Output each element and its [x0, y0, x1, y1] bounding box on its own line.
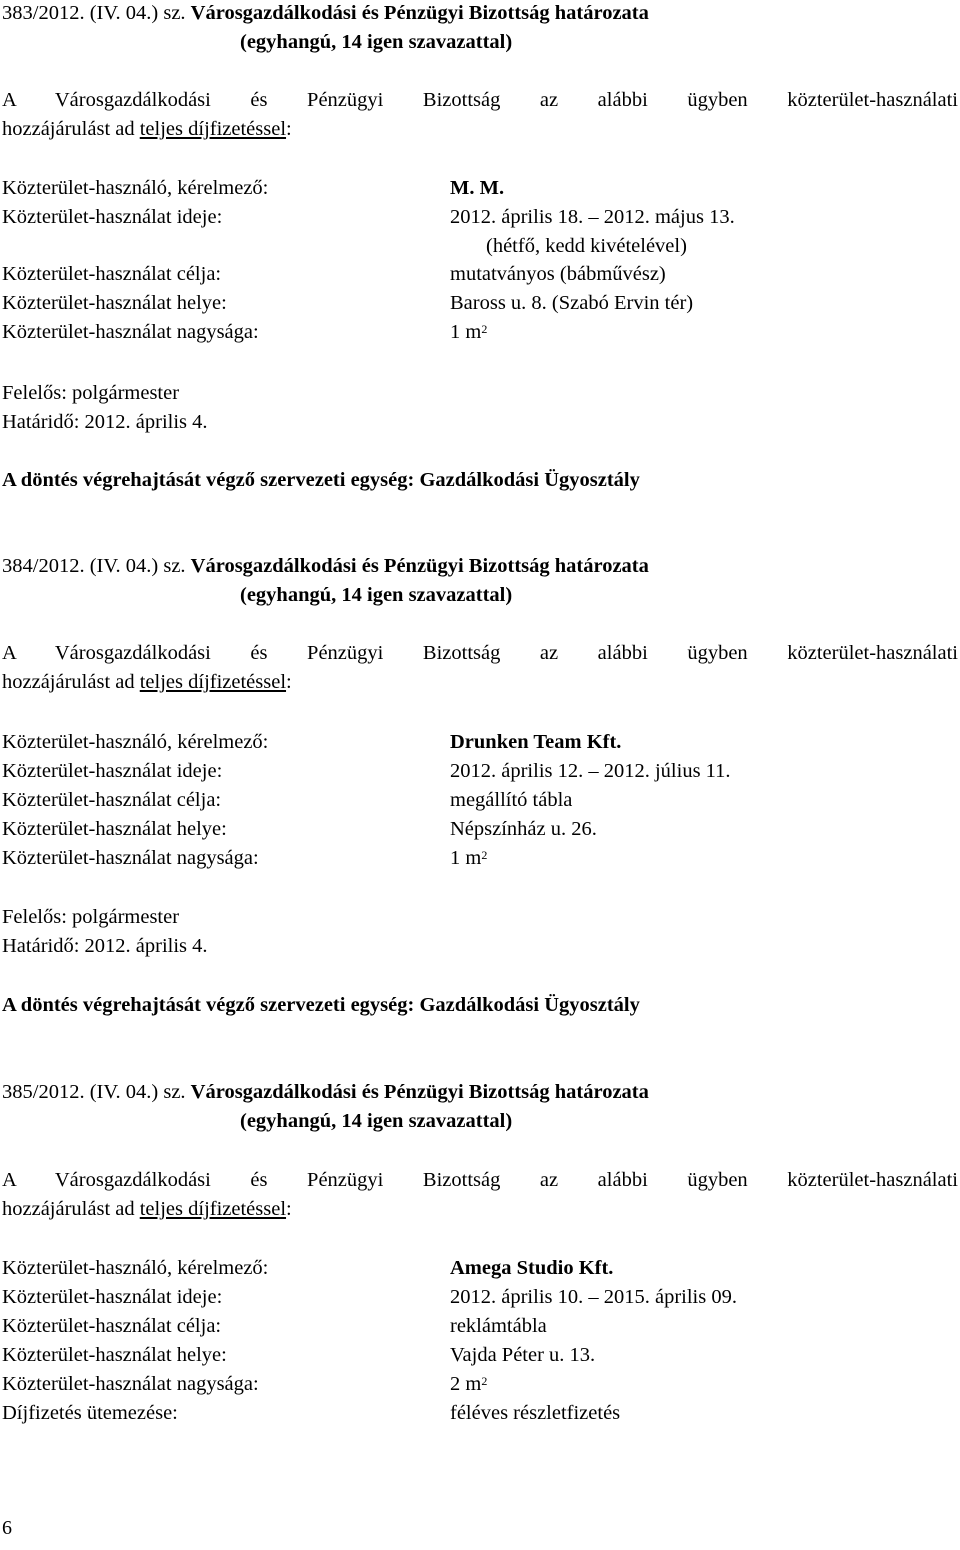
field-label-period: Közterület-használat ideje:: [2, 1286, 223, 1308]
intro-line-2: hozzájárulást ad teljes díjfizetéssel:: [2, 1198, 292, 1220]
field-value-size: 2 $m^2$: [450, 1373, 488, 1395]
field-value-period: 2012. április 12. – 2012. július 11.: [450, 760, 731, 782]
page-number: 6: [2, 1517, 12, 1539]
resolution-title-bold: Városgazdálkodási és Pénzügyi Bizottság határozata: [190, 2, 649, 24]
field-label-size: Közterület-használat nagysága:: [2, 321, 259, 343]
responsible-line: Felelős: polgármester: [2, 382, 180, 404]
field-value-period: 2012. április 10. – 2015. április 09.: [450, 1286, 737, 1308]
field-value-period: 2012. április 18. – 2012. május 13.: [450, 206, 735, 228]
field-label-applicant: Közterület-használó, kérelmező:: [2, 177, 269, 199]
field-label-purpose: Közterület-használat célja:: [2, 1315, 222, 1337]
field-value-purpose: mutatványos (bábművész): [450, 263, 666, 285]
field-label-period: Közterület-használat ideje:: [2, 760, 223, 782]
field-value-location: Baross u. 8. (Szabó Ervin tér): [450, 292, 694, 314]
resolution-number: 383/2012. (IV. 04.) sz.: [2, 2, 186, 24]
field-value-location: Népszínház u. 26.: [450, 818, 597, 840]
vote-line: (egyhangú, 14 igen szavazattal): [240, 31, 513, 53]
full-fee-text: teljes díjfizetéssel: [139, 118, 287, 140]
executing-unit-line: A döntés végrehajtását végző szervezeti egység: Gazdálkodási Ügyosztály: [2, 994, 640, 1016]
intro-line-1: A Városgazdálkodási és Pénzügyi Bizottság az alábbi ügyben közterület-használati: [2, 1169, 958, 1191]
resolution-title-bold: Városgazdálkodási és Pénzügyi Bizottság határozata: [190, 555, 649, 577]
field-label-payment-schedule: Díjfizetés ütemezése:: [2, 1402, 178, 1424]
executing-unit-line: A döntés végrehajtását végző szervezeti egység: Gazdálkodási Ügyosztály: [2, 469, 640, 491]
field-value-size: 1 $m^2$: [450, 321, 488, 343]
vote-line: (egyhangú, 14 igen szavazattal): [240, 584, 513, 606]
resolution-number: 384/2012. (IV. 04.) sz.: [2, 555, 186, 577]
resolution-title: [2, 1, 649, 25]
intro-line-1: A Városgazdálkodási és Pénzügyi Bizottság az alábbi ügyben közterület-használati: [2, 89, 958, 111]
field-value-applicant: M. M.: [450, 177, 505, 199]
field-label-location: Közterület-használat helye:: [2, 292, 227, 314]
full-fee-text: teljes díjfizetéssel: [139, 671, 287, 693]
field-value-purpose: megállító tábla: [450, 789, 573, 811]
resolution-title: [2, 554, 649, 578]
resolution-title: [2, 1080, 649, 1104]
field-value-applicant: Amega Studio Kft.: [450, 1257, 614, 1279]
field-label-location: Közterület-használat helye:: [2, 1344, 227, 1366]
field-label-purpose: Közterület-használat célja:: [2, 789, 222, 811]
field-label-location: Közterület-használat helye:: [2, 818, 227, 840]
resolution-title-bold: Városgazdálkodási és Pénzügyi Bizottság határozata: [190, 1081, 649, 1103]
field-label-period: Közterület-használat ideje:: [2, 206, 223, 228]
deadline-line: Határidő: 2012. április 4.: [2, 935, 208, 957]
resolution-number: 385/2012. (IV. 04.) sz.: [2, 1081, 186, 1103]
field-value-size: 1 $m^2$: [450, 847, 488, 869]
deadline-line: Határidő: 2012. április 4.: [2, 411, 208, 433]
intro-line-1: A Városgazdálkodási és Pénzügyi Bizottság az alábbi ügyben közterület-használati: [2, 642, 958, 664]
field-value-payment-schedule: féléves részletfizetés: [450, 1402, 621, 1424]
field-value-purpose: reklámtábla: [450, 1315, 547, 1337]
full-fee-text: teljes díjfizetéssel: [139, 1198, 287, 1220]
field-value-applicant: Drunken Team Kft.: [450, 731, 622, 753]
vote-line: (egyhangú, 14 igen szavazattal): [240, 1110, 513, 1132]
intro-line-2: hozzájárulást ad teljes díjfizetéssel:: [2, 118, 292, 140]
responsible-line: Felelős: polgármester: [2, 906, 180, 928]
field-label-applicant: Közterület-használó, kérelmező:: [2, 731, 269, 753]
intro-line-2: hozzájárulást ad teljes díjfizetéssel:: [2, 671, 292, 693]
field-value-location: Vajda Péter u. 13.: [450, 1344, 596, 1366]
field-value-period-note: (hétfő, kedd kivételével): [486, 235, 687, 257]
field-label-size: Közterület-használat nagysága:: [2, 847, 259, 869]
field-label-size: Közterület-használat nagysága:: [2, 1373, 259, 1395]
field-label-purpose: Közterület-használat célja:: [2, 263, 222, 285]
field-label-applicant: Közterület-használó, kérelmező:: [2, 1257, 269, 1279]
